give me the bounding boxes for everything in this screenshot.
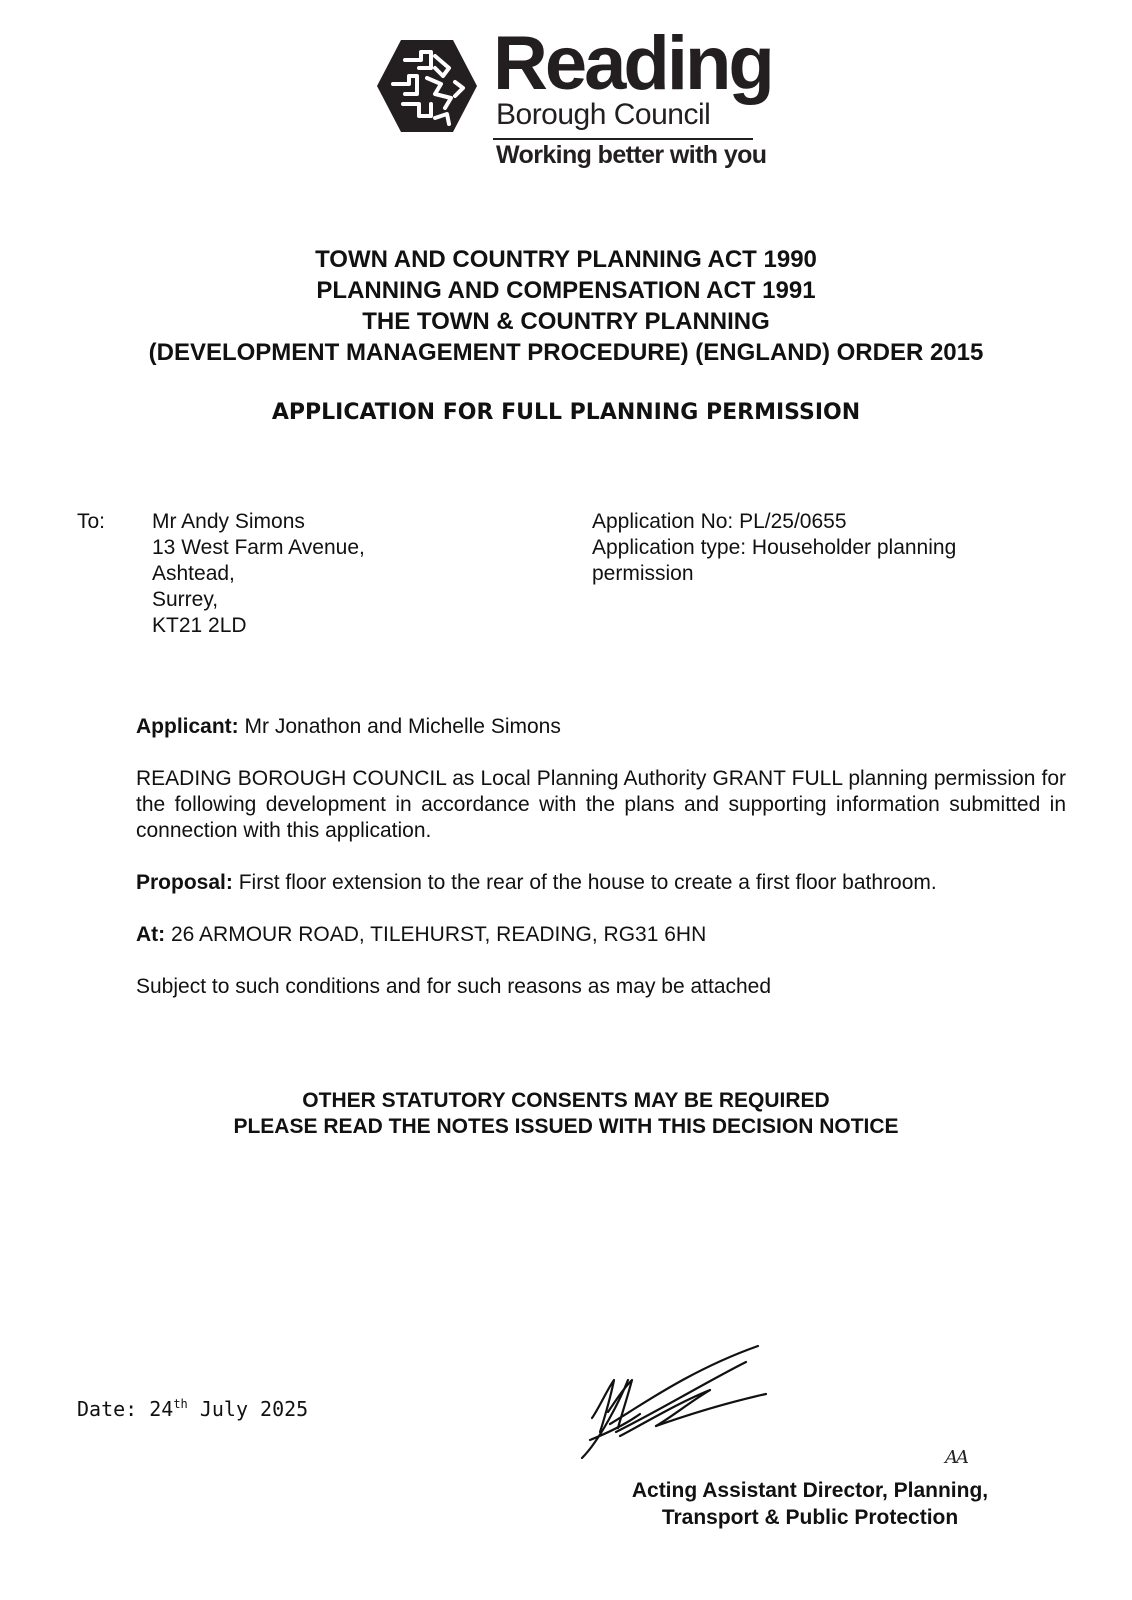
act-line: (DEVELOPMENT MANAGEMENT PROCEDURE) (ENGLAND) ORDER 2015: [148, 339, 984, 366]
grant-statement: READING BOROUGH COUNCIL as Local Planning Authority GRANT FULL planning permission for the following development in accordance with the plans and supporting information submitted in connection with this application.: [136, 767, 1066, 842]
address-line: Ashtead,: [152, 562, 235, 585]
address-line: Surrey,: [152, 588, 219, 611]
conditions-line: Subject to such conditions and for such reasons as may be attached: [136, 975, 772, 998]
logo-tagline: Working better with you: [496, 141, 767, 169]
address-line: 13 West Farm Avenue,: [152, 536, 365, 559]
signatory-line: Acting Assistant Director, Planning,: [631, 1479, 989, 1502]
application-info: [592, 509, 1042, 587]
decision-date: [77, 1397, 308, 1421]
logo-wordmark: Reading: [493, 21, 772, 106]
act-line: THE TOWN & COUNTRY PLANNING: [362, 308, 770, 335]
site-address: 26 ARMOUR ROAD, TILEHURST, READING, RG31 6HN: [171, 923, 707, 946]
logo-subtitle: Borough Council: [496, 98, 711, 131]
logo-divider: [493, 138, 753, 140]
applicant-name: Mr Jonathon and Michelle Simons: [244, 715, 561, 738]
council-logo: [375, 21, 775, 180]
applicant-line: [136, 714, 1066, 740]
act-line: TOWN AND COUNTRY PLANNING ACT 1990: [315, 246, 817, 273]
applicant-label: Applicant:: [136, 715, 239, 738]
hexagon-puzzle-icon: [375, 38, 479, 134]
date-ordinal: th: [173, 1397, 188, 1411]
signatory-title: [560, 1477, 1060, 1531]
application-number: Application No: PL/25/0655: [592, 510, 847, 533]
site-address-label: At:: [136, 923, 166, 946]
address-line: Mr Andy Simons: [152, 510, 305, 533]
signatory-line: Transport & Public Protection: [661, 1506, 959, 1529]
to-label: To:: [77, 510, 106, 533]
recipient-address: [152, 509, 365, 639]
statutory-notice: [0, 1088, 1132, 1140]
act-line: PLANNING AND COMPENSATION ACT 1991: [316, 277, 816, 304]
application-type: Application type: Householder planning permission: [592, 536, 957, 585]
proposal-line: [136, 870, 1066, 896]
legislation-heading: [0, 244, 1132, 368]
notice-line: PLEASE READ THE NOTES ISSUED WITH THIS DECISION NOTICE: [233, 1115, 899, 1138]
signatory-initials: AA: [945, 1447, 967, 1468]
proposal-label: Proposal:: [136, 871, 233, 894]
handwritten-signature: [580, 1340, 790, 1470]
site-address-line: [136, 922, 1066, 948]
notice-line: OTHER STATUTORY CONSENTS MAY BE REQUIRED: [302, 1089, 830, 1112]
application-title: APPLICATION FOR FULL PLANNING PERMISSION: [271, 400, 861, 425]
decision-body: [136, 714, 1066, 1000]
date-rest: July 2025: [187, 1397, 309, 1421]
date-prefix: Date: 24: [77, 1397, 174, 1421]
address-line: KT21 2LD: [152, 614, 247, 637]
proposal-text: First floor extension to the rear of the house to create a first floor bathroom.: [238, 871, 937, 894]
